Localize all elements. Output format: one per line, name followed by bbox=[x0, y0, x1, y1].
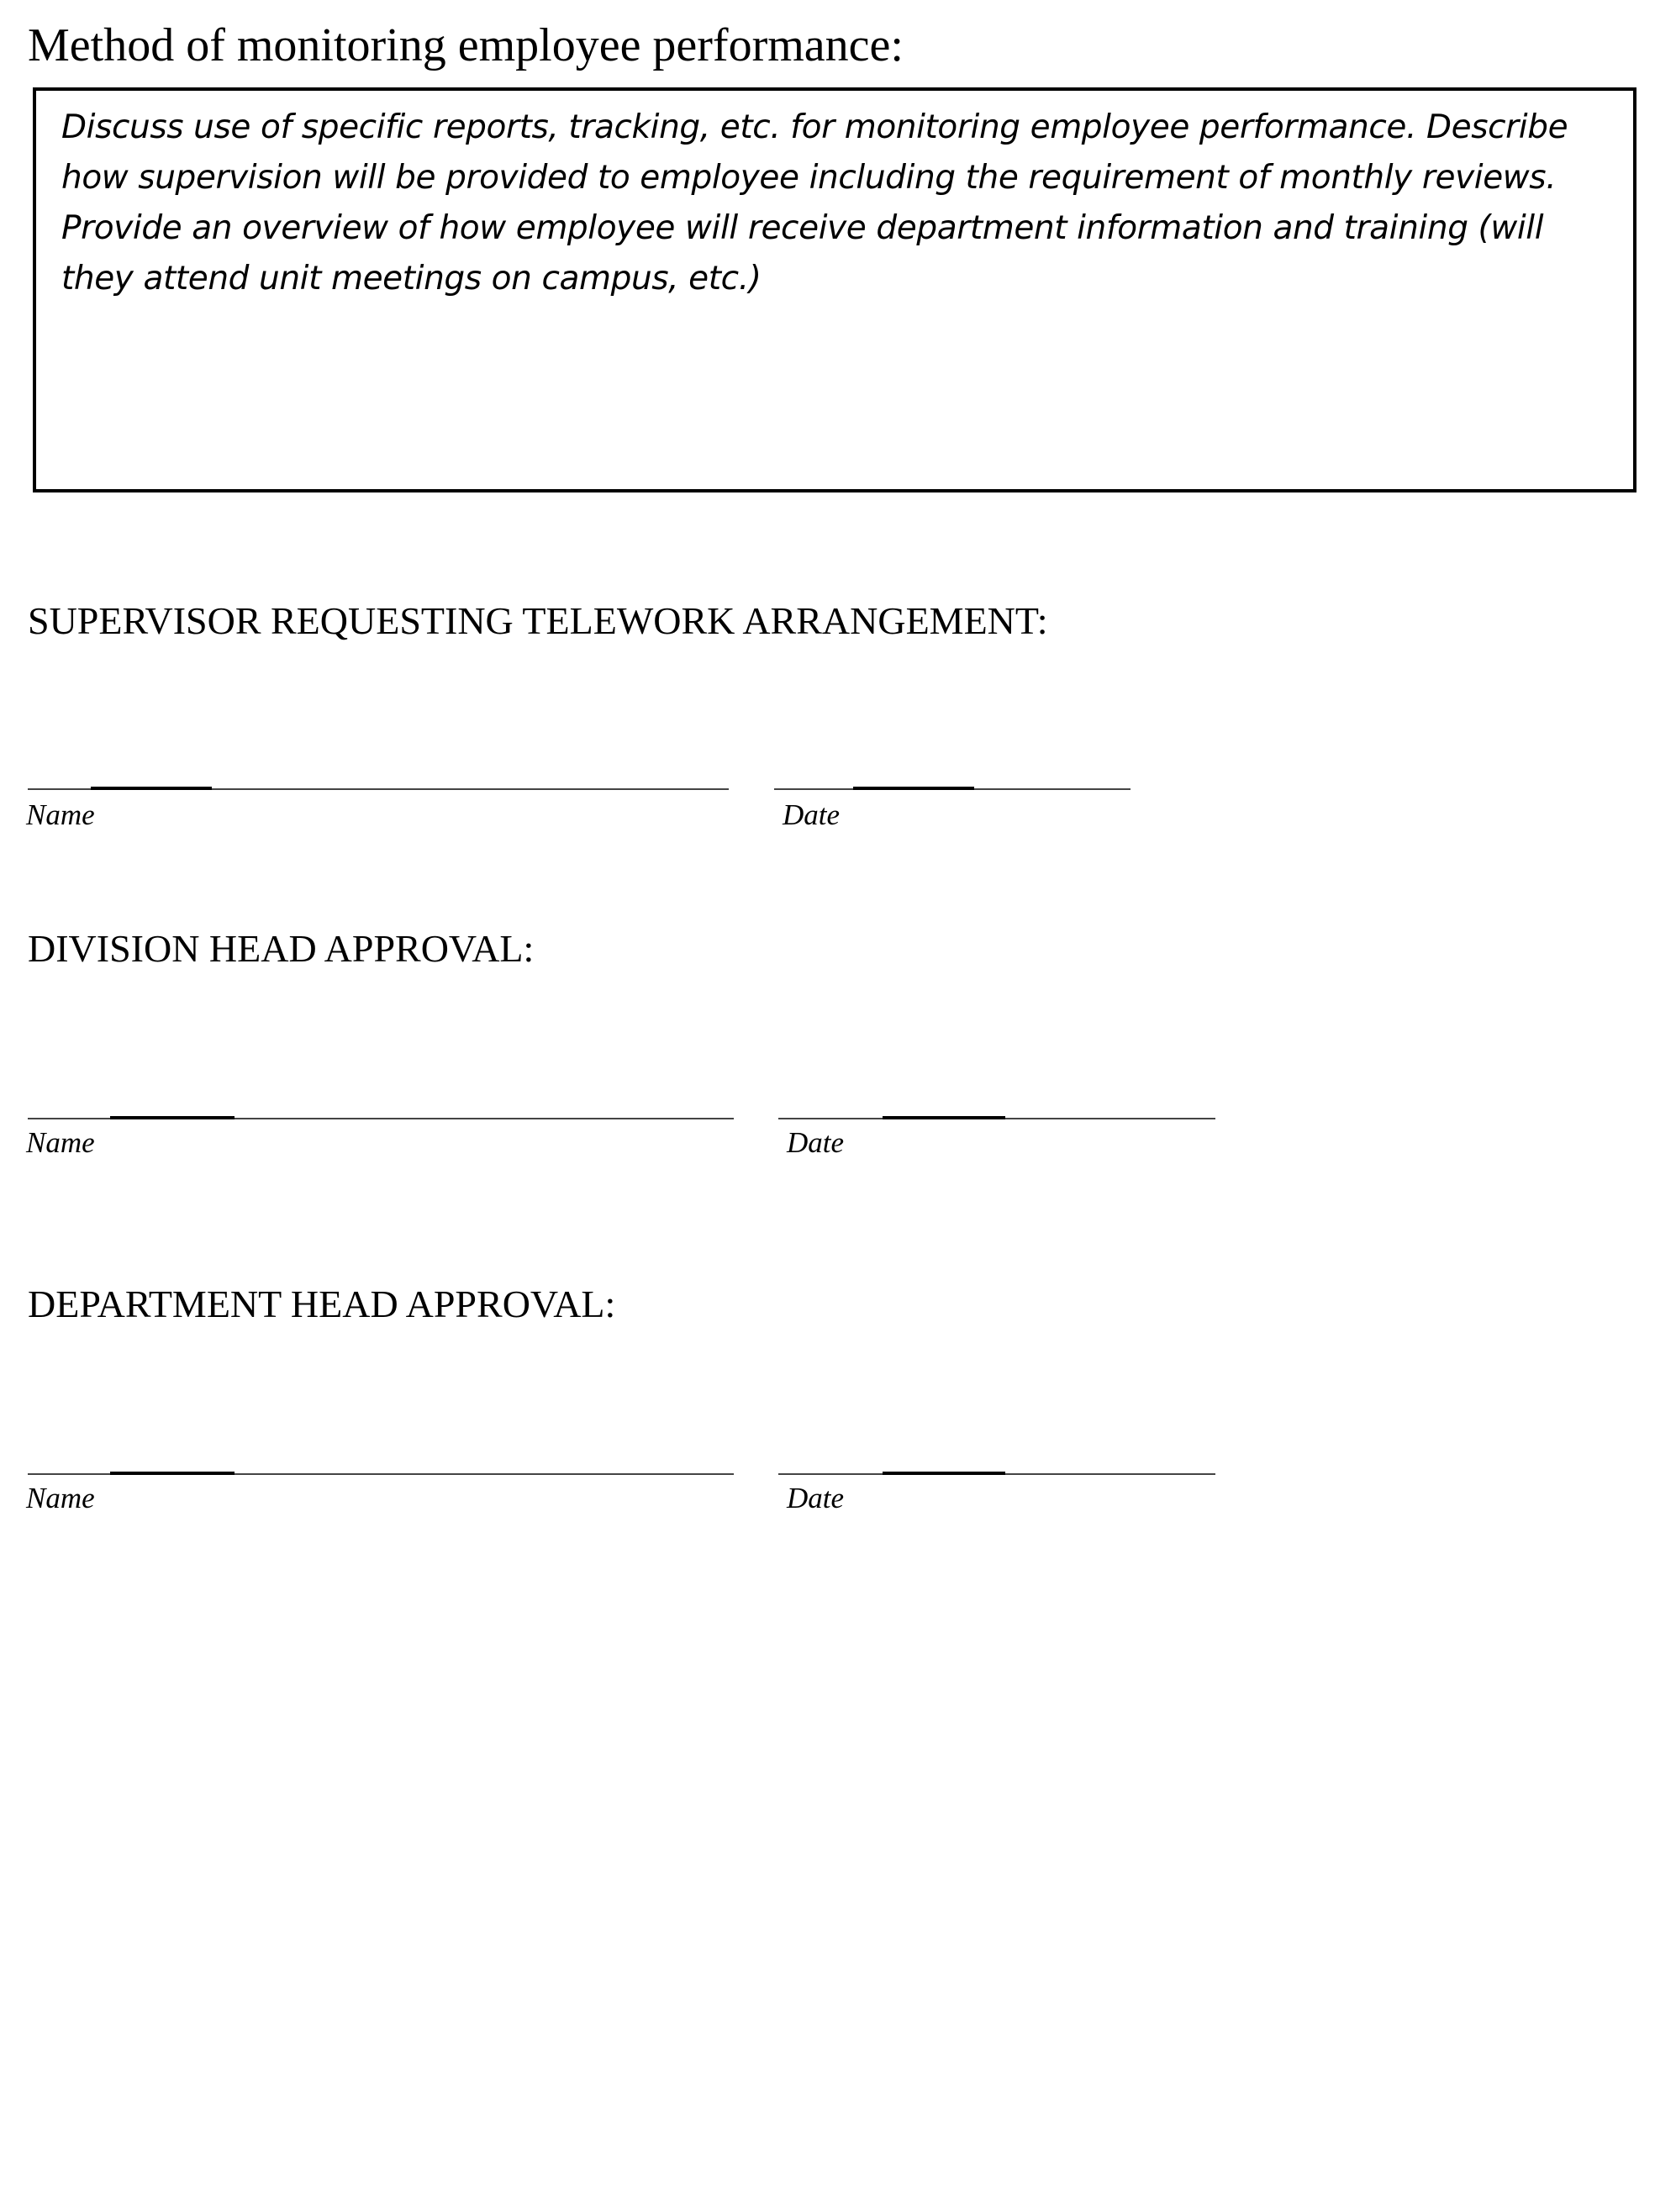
division-head-date-label: Date bbox=[787, 1126, 845, 1159]
department-head-date-line-accent bbox=[883, 1472, 1005, 1475]
division-head-section-title: DIVISION HEAD APPROVAL: bbox=[28, 927, 535, 970]
supervisor-section-title: SUPERVISOR REQUESTING TELEWORK ARRANGEMENT: bbox=[28, 599, 1048, 642]
department-head-date-label: Date bbox=[787, 1482, 845, 1514]
supervisor-name-line-accent bbox=[91, 787, 212, 790]
supervisor-name-label: Name bbox=[26, 798, 95, 831]
division-head-date-line-accent bbox=[883, 1116, 1005, 1119]
department-head-name-label: Name bbox=[26, 1482, 95, 1514]
department-head-section-title: DEPARTMENT HEAD APPROVAL: bbox=[28, 1282, 616, 1325]
page-heading: Method of monitoring employee performance: bbox=[28, 19, 904, 71]
supervisor-date-label: Date bbox=[783, 798, 841, 831]
monitoring-description-field[interactable] bbox=[33, 87, 1636, 492]
division-head-name-line-accent bbox=[110, 1116, 235, 1119]
supervisor-date-line-accent bbox=[853, 787, 974, 790]
division-head-name-label: Name bbox=[26, 1126, 95, 1159]
department-head-name-line-accent bbox=[110, 1472, 235, 1475]
monitoring-instructions-text: Discuss use of specific reports, tracking, etc. for monitoring employee performance. Describe how supervision will be provided to employee including the requirement of monthly reviews. Provide an overview of how employee will receive department information and training (will they attend unit meetings on campus, etc.) bbox=[61, 108, 1568, 298]
